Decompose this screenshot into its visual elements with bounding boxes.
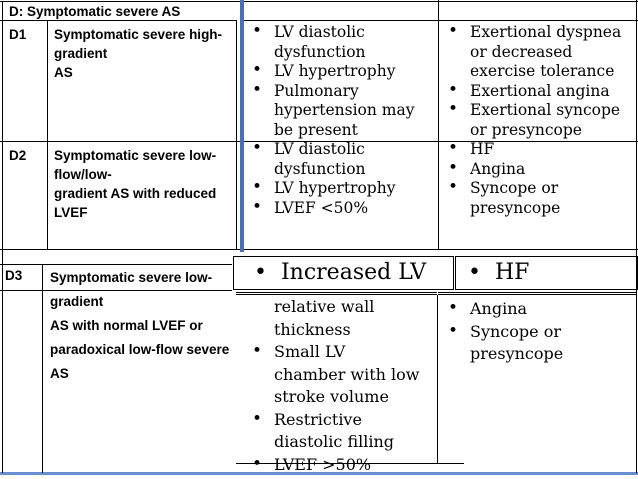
bullet-icon: •	[252, 196, 263, 217]
bullet-icon: •	[252, 453, 263, 474]
bullet-icon: •	[448, 320, 459, 341]
row-d3-top-rule-left	[0, 264, 232, 265]
list-item: • Exertional syncope or presyncope	[448, 99, 621, 139]
row-desc-d2: Symptomatic severe low-flow/low- gradient AS with reduced LVEF	[54, 148, 217, 220]
d2-symptoms-list	[442, 140, 636, 218]
list-item: • LV hypertrophy	[252, 60, 396, 81]
list-item: • Exertional dyspnea or decreased exercise tolerance	[448, 21, 622, 81]
list-item: • LV hypertrophy	[252, 177, 396, 198]
list-item: • LVEF <50%	[252, 196, 369, 217]
list-item: • Syncope or presyncope	[448, 177, 561, 217]
list-item: • Small LV chamber with low stroke volume	[252, 341, 420, 406]
d1-hemodynamics-list	[246, 23, 438, 141]
list-item: • Angina	[448, 298, 528, 318]
d3-hemodynamics-header: • Increased LV	[254, 260, 427, 285]
bullet-icon: •	[448, 138, 459, 158]
blue-column-marker	[240, 0, 244, 252]
row-code-d2: D2	[9, 148, 27, 163]
d3-hemodynamics-body: relative wall thickness • Small LV chamber with low stroke volume • Restrictive diastolic filling • LVEF >50%	[246, 296, 436, 476]
bullet-icon: •	[252, 408, 263, 429]
list-item: • LVEF >50%	[252, 453, 372, 474]
d3-symptoms-header: • HF	[468, 260, 530, 285]
bullet-icon: •	[448, 21, 459, 41]
bullet-icon: •	[448, 298, 459, 318]
header-rule-right	[243, 20, 638, 21]
bullet-icon: •	[252, 79, 263, 100]
bullet-icon: •	[252, 341, 263, 361]
bullet-icon: •	[252, 60, 263, 81]
bullet-icon: •	[252, 177, 263, 198]
d3-double-rule-left	[236, 292, 437, 295]
bullet-icon: •	[468, 260, 481, 285]
code-col-divider-upper	[47, 20, 48, 249]
bullet-icon: •	[448, 157, 459, 178]
list-item: • Pulmonary hypertension may be present	[252, 79, 415, 139]
symptoms-col-divider-lower	[437, 295, 438, 463]
list-item: • Syncope or presyncope	[448, 320, 564, 363]
list-item: • Restrictive diastolic filling	[252, 408, 395, 451]
desc-col-divider-upper	[236, 20, 237, 249]
bullet-icon: •	[448, 177, 459, 198]
d3-hemodynamics-list	[246, 341, 436, 476]
row-d2-bottom-rule	[0, 249, 638, 250]
bullet-icon: •	[448, 79, 459, 100]
d3-double-rule-right	[438, 292, 637, 295]
left-border	[2, 1, 3, 473]
row-code-d3: D3	[5, 268, 23, 283]
d3-symptoms-list	[442, 298, 636, 366]
list-item: • Angina	[448, 157, 526, 178]
row-desc-d3: Symptomatic severe low-gradient AS with normal LVEF or paradoxical low-flow severe AS	[50, 270, 230, 381]
list-item: • HF	[448, 138, 495, 158]
row-desc-d1: Symptomatic severe high-gradient AS	[54, 27, 223, 80]
list-item: • LV diastolic dysfunction	[252, 21, 366, 61]
bullet-icon: •	[448, 99, 459, 120]
right-border	[636, 0, 637, 473]
d2-hemodynamics-list	[246, 140, 438, 218]
code-col-divider-lower	[42, 264, 43, 473]
section-header: D: Symptomatic severe AS	[9, 4, 181, 19]
list-item: • LV diastolic dysfunction	[252, 138, 366, 178]
bullet-icon: •	[252, 21, 263, 41]
row-code-d1: D1	[9, 27, 27, 42]
bullet-icon: •	[252, 138, 263, 158]
bullet-icon: •	[254, 260, 267, 285]
d1-symptoms-list	[442, 23, 636, 141]
list-item: • Exertional angina	[448, 79, 610, 100]
symptoms-col-divider-upper	[438, 0, 439, 249]
